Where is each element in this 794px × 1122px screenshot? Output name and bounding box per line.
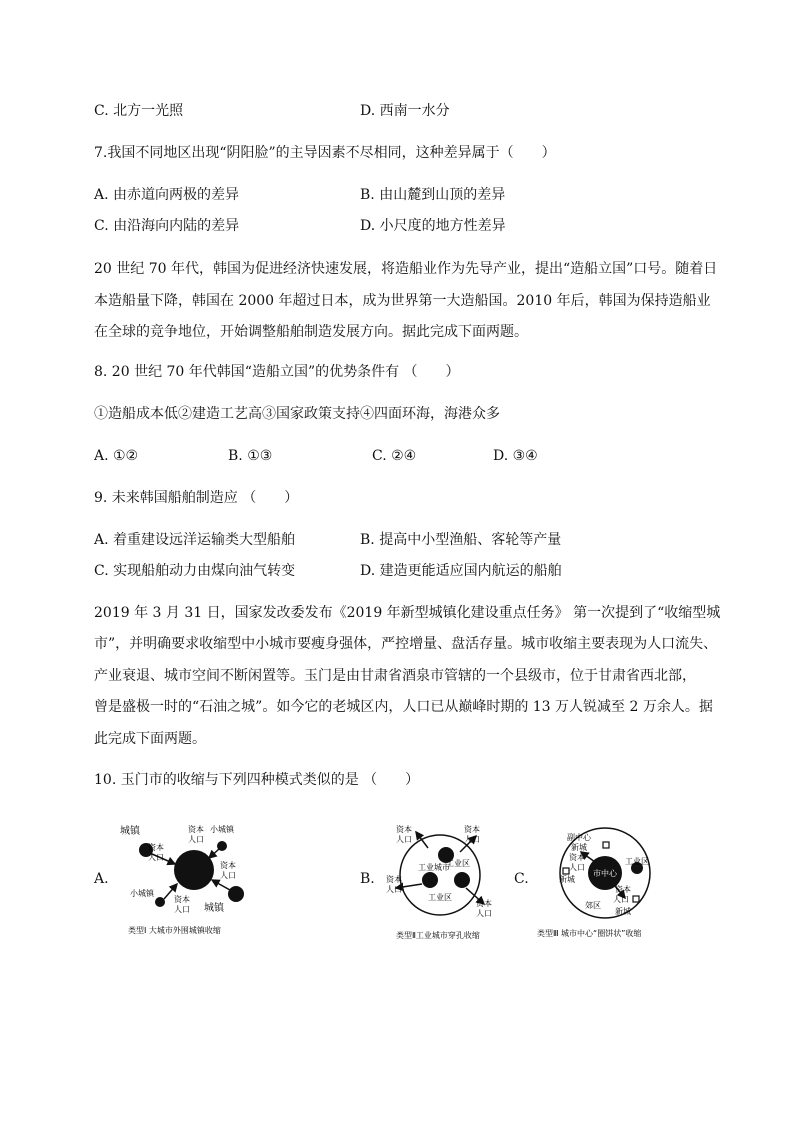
- q8-option-b: B. ①③: [228, 448, 273, 464]
- diagram-c: [533, 818, 693, 943]
- capital-label-br-1: 资本: [476, 899, 492, 908]
- q7-option-a: A. 由赤道向两极的差异: [94, 187, 240, 203]
- population-label-2: 人口: [613, 895, 629, 904]
- sub-center-label: 副中心: [567, 833, 591, 842]
- diagram-b: [378, 818, 513, 943]
- new-city-square-3: [633, 896, 639, 902]
- capital-label-b-2: 人口: [174, 905, 190, 914]
- capital-label-tl-2: 人口: [396, 835, 412, 844]
- arrow-tr: [209, 849, 219, 858]
- industrial-label-2: 工业区: [428, 893, 452, 902]
- population-label-1: 人口: [569, 863, 585, 872]
- new-city-label-2: 新城: [559, 875, 575, 884]
- q9-stem: 9. 未来韩国船舶制造应 （ ）: [94, 490, 299, 506]
- q9-option-c: C. 实现船舶动力由煤向油气转变: [94, 563, 296, 579]
- q7-option-c: C. 由沿海向内陆的差异: [94, 218, 240, 234]
- arrow-br: [212, 880, 230, 890]
- q9-option-a: A. 着重建设远洋运输类大型船舶: [94, 532, 296, 548]
- q6-option-c: C. 北方一光照: [94, 103, 184, 119]
- city-label: 工业城市: [418, 863, 450, 872]
- small-town-label-bl: 小城镇: [130, 889, 154, 898]
- q8-stem: 8. 20 世纪 70 年代韩国“造船立国”的优势条件有 （ ）: [94, 364, 460, 380]
- q10-label-a: A.: [94, 871, 109, 887]
- q9-option-b: B. 提高中小型渔船、客轮等产量: [360, 532, 562, 548]
- center-label: 市中心: [593, 869, 617, 878]
- industrial-label-1: 工业区: [446, 859, 470, 868]
- passage2-line-4: 曾是盛极一时的“石油之城”。如今它的老城区内，人口已从巅峰时期的 13 万人锐减至 2 万余人。据: [94, 699, 713, 715]
- town-dot-br: [228, 886, 244, 902]
- q7-option-b: B. 由山麓到山顶的差异: [360, 187, 506, 203]
- diagram-b-caption: 类型Ⅱ工业城市穿孔收缩: [396, 931, 480, 940]
- q10-label-b: B.: [360, 871, 375, 887]
- capital-label-b-1: 资本: [174, 895, 190, 904]
- q7-stem: 7.我国不同地区出现“阴阳脸”的主导因素不尽相同，这种差异属于（ ）: [94, 145, 556, 161]
- capital-label-tl-2: 人口: [188, 835, 204, 844]
- q8-option-c: C. ②④: [372, 448, 417, 464]
- capital-label-tr-2: 人口: [464, 835, 480, 844]
- arrow-tl: [416, 832, 428, 848]
- diagram-c-caption: 类型Ⅲ 城市中心“圈饼状”收缩: [537, 929, 642, 938]
- diagram-a-caption: 类型Ⅰ 大城市外围城镇收缩: [128, 926, 221, 935]
- q8-conditions: ①造船成本低②建造工艺高③国家政策支持④四面环海，海港众多: [94, 406, 500, 422]
- q9-option-d: D. 建造更能适应国内航运的船舶: [360, 563, 562, 579]
- passage1-line-3: 在全球的竞争地位，开始调整船舶制造发展方向。据此完成下面两题。: [94, 324, 528, 340]
- city-dot: [422, 872, 438, 888]
- q8-option-a: A. ①②: [94, 448, 139, 464]
- town-label-br: 城镇: [204, 903, 224, 914]
- capital-label-br-2: 人口: [476, 909, 492, 918]
- passage2-line-1: 2019 年 3 月 31 日，国家发改委发布《2019 年新型城镇化建设重点任务》 第一次提到了“收缩型城: [94, 605, 721, 621]
- capital-label-r-2: 人口: [220, 871, 236, 880]
- new-city-label-1: 新城: [571, 843, 587, 852]
- capital-label-tl-1b: 资本: [148, 843, 164, 852]
- q10-label-c: C.: [514, 871, 529, 887]
- small-town-label-tr: 小城镇: [210, 825, 234, 834]
- passage2-line-5: 此完成下面两题。: [94, 731, 206, 747]
- passage1-line-2: 本造船量下降，韩国在 2000 年超过日本，成为世界第一大造船国。2010 年后，韩国为保持造船业: [94, 293, 711, 309]
- q7-option-d: D. 小尺度的地方性差异: [360, 218, 506, 234]
- capital-label-2: 资本: [615, 885, 631, 894]
- capital-label-tl-1: 资本: [188, 825, 204, 834]
- passage2-line-3: 产业衰退、城市空间不断闲置等。玉门是由甘肃省酒泉市管辖的一个县级市，位于甘肃省西北部，: [94, 668, 696, 684]
- passage1-line-1: 20 世纪 70 年代，韩国为促进经济快速发展，将造船业作为先导产业，提出“造船立国”口号。随着日: [94, 261, 718, 277]
- town-label-tl: 城镇: [120, 826, 140, 837]
- capital-label-1: 资本: [569, 853, 585, 862]
- capital-label-l-1: 资本: [386, 875, 402, 884]
- passage2-line-2: 市”，并明确要求收缩型中小城市要瘦身强体，严控增量、盘活存量。城市收缩主要表现为人口流失、: [94, 636, 718, 652]
- industrial-dot-2: [454, 872, 470, 888]
- suburb-label: 郊区: [585, 901, 601, 910]
- q8-option-d: D. ③④: [493, 448, 538, 464]
- big-city-dot: [174, 850, 214, 890]
- q10-stem: 10. 玉门市的收缩与下列四种模式类似的是 （ ）: [94, 772, 420, 788]
- new-city-label-3: 新城: [615, 907, 631, 916]
- capital-label-r-1: 资本: [220, 861, 236, 870]
- capital-label-tr-1: 资本: [464, 825, 480, 834]
- diagram-a: [112, 818, 262, 938]
- capital-label-tl-2b: 人口: [148, 853, 164, 862]
- capital-label-l-2: 人口: [386, 885, 402, 894]
- capital-label-tl-1: 资本: [396, 825, 412, 834]
- q6-option-d: D. 西南一水分: [360, 103, 450, 119]
- industrial-label: 工业区: [625, 857, 649, 866]
- new-city-square-1: [603, 842, 609, 848]
